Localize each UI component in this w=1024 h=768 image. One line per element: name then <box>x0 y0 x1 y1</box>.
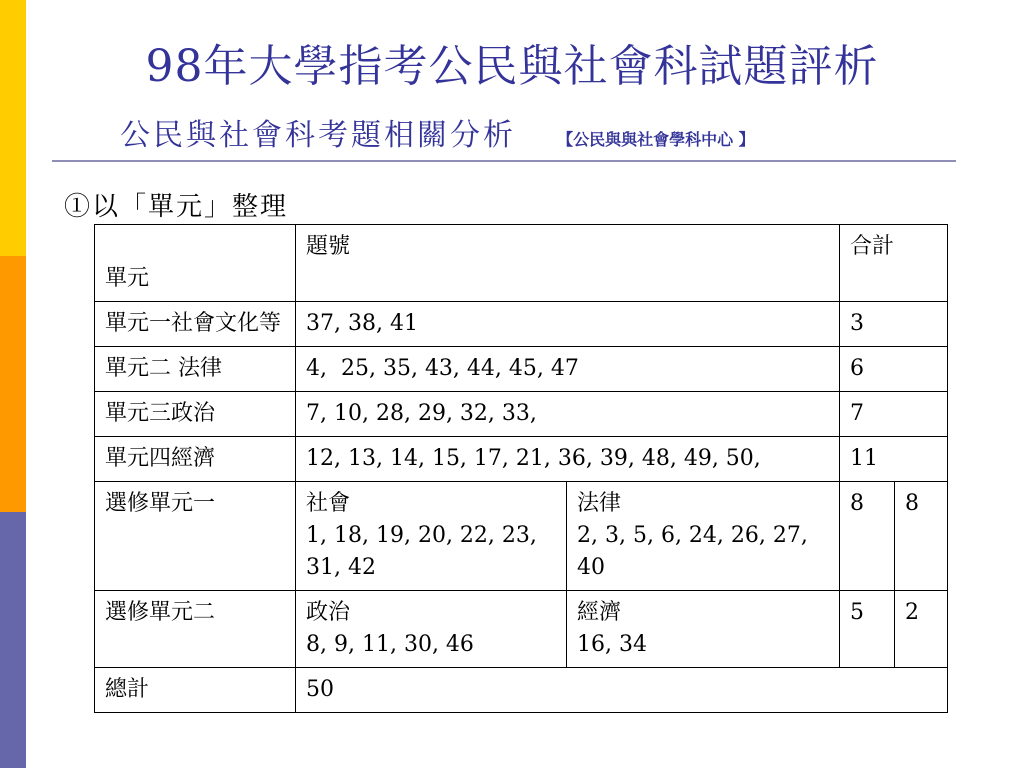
grand-total-row <box>95 668 948 713</box>
bar-segment-orange <box>0 256 26 512</box>
elective-sub2-questions: 2, 3, 5, 6, 24, 26, 27, 40 <box>577 523 808 580</box>
subtitle-tag: 【公民與與社會學科中心 】 <box>557 130 755 149</box>
row-unit: 單元四經濟 <box>95 437 296 482</box>
elective-sub1-name: 政治 <box>306 600 351 625</box>
table-row <box>95 437 948 482</box>
elective-row <box>95 591 948 668</box>
elective-sub1-total: 5 <box>840 591 895 668</box>
table-row <box>95 392 948 437</box>
elective-sub2-total: 2 <box>895 591 948 668</box>
row-unit: 單元一社會文化等 <box>95 302 296 347</box>
elective-sub2-name: 法律 <box>577 491 622 516</box>
slide-title: 98年大學指考公民與社會科試題評析 <box>145 41 879 92</box>
header-unit: 單元 <box>95 225 296 302</box>
row-questions: 7, 10, 28, 29, 32, 33, <box>296 392 840 437</box>
elective-sub1 <box>296 591 567 668</box>
row-unit: 單元二 法律 <box>95 347 296 392</box>
table-row <box>95 302 948 347</box>
header-questions: 題號 <box>296 225 840 302</box>
row-questions: 12, 13, 14, 15, 17, 21, 36, 39, 48, 49, 50, <box>296 437 840 482</box>
left-color-bar <box>0 0 26 768</box>
elective-sub1-questions: 1, 18, 19, 20, 22, 23, 31, 42 <box>306 523 537 580</box>
row-unit: 單元三政治 <box>95 392 296 437</box>
elective-sub1 <box>296 482 567 591</box>
elective-sub2-questions: 16, 34 <box>577 632 647 657</box>
grand-total-value: 50 <box>296 668 948 713</box>
subtitle-row <box>120 110 755 154</box>
elective-sub2 <box>567 591 840 668</box>
row-total: 7 <box>840 392 948 437</box>
elective-sub2 <box>567 482 840 591</box>
header-total: 合計 <box>840 225 948 302</box>
row-total: 6 <box>840 347 948 392</box>
row-total: 11 <box>840 437 948 482</box>
elective-sub1-questions: 8, 9, 11, 30, 46 <box>306 632 474 657</box>
grand-total-label: 總計 <box>95 668 296 713</box>
row-questions: 37, 38, 41 <box>296 302 840 347</box>
table-header-row <box>95 225 948 302</box>
unit-table <box>94 224 948 713</box>
elective-sub1-name: 社會 <box>306 491 351 516</box>
row-total: 3 <box>840 302 948 347</box>
elective-sub1-total: 8 <box>840 482 895 591</box>
elective-row <box>95 482 948 591</box>
elective-unit: 選修單元二 <box>95 591 296 668</box>
title-divider <box>52 160 956 162</box>
elective-sub2-total: 8 <box>895 482 948 591</box>
slide-subtitle: 公民與社會科考題相關分析 <box>120 118 516 153</box>
section-heading: ①以「單元」整理 <box>64 192 289 222</box>
table-row <box>95 347 948 392</box>
elective-unit: 選修單元一 <box>95 482 296 591</box>
bar-segment-purple <box>0 512 26 768</box>
elective-sub2-name: 經濟 <box>577 600 622 625</box>
row-questions: 4, 25, 35, 43, 44, 45, 47 <box>296 347 840 392</box>
